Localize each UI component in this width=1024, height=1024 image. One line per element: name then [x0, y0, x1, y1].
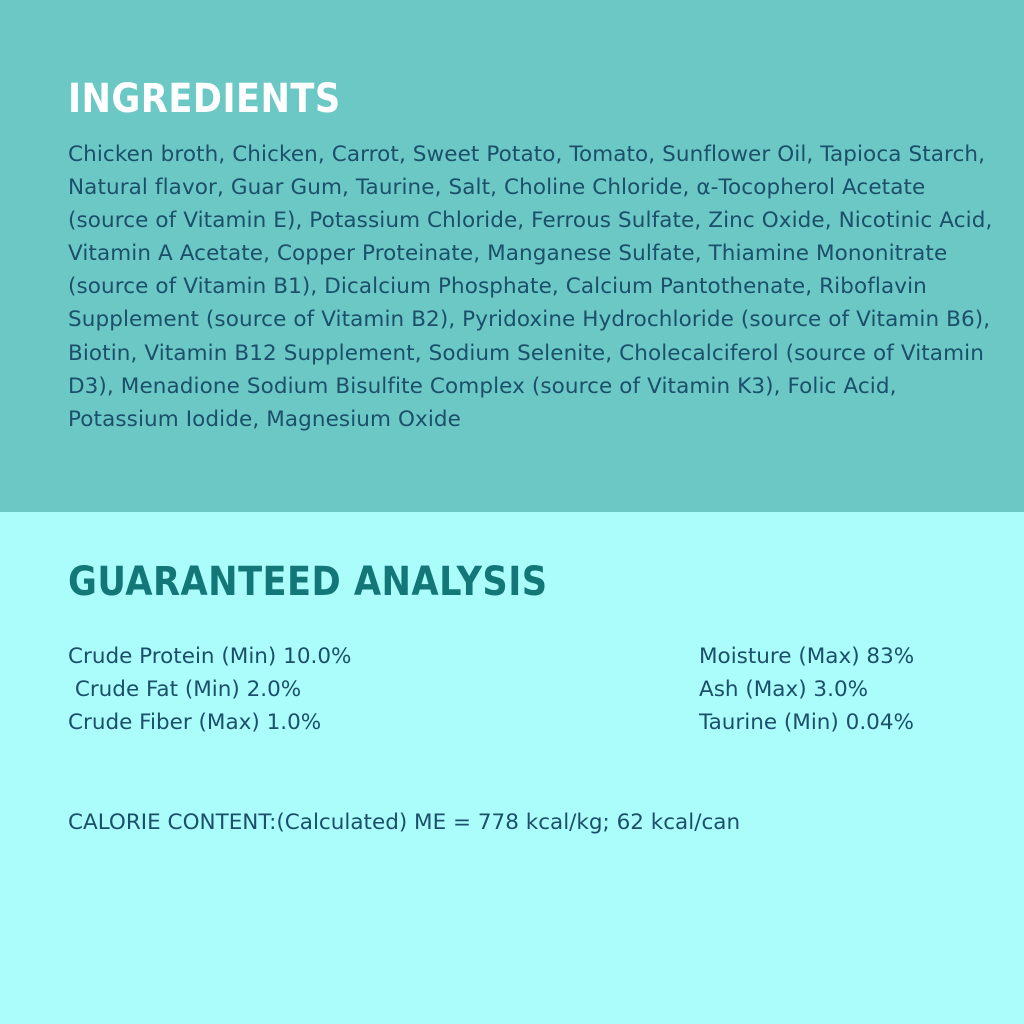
ingredients-heading: INGREDIENTS	[68, 76, 341, 122]
crude-fiber-value: Crude Fiber (Max) 1.0%	[68, 710, 322, 735]
ingredients-list: Chicken broth, Chicken, Carrot, Sweet Potato, Tomato, Sunflower Oil, Tapioca Starch, Natural flavor, Guar Gum, Taurine, Salt, Choline Chloride, α-Tocopherol Acetate (source of Vitamin E), Potassium Chloride, Ferrous Sulfate, Zinc Oxide, Nicotinic Acid, Vitamin A Acetate, Copper Proteinate, Manganese Sulfate, Thiamine Mononitrate (source of Vitamin B1), Dicalcium Phosphate, Calcium Pantothenate, Riboflavin Supplement (source of Vitamin B2), Pyridoxine Hydrochloride (source of Vitamin B6), Biotin, Vitamin B12 Supplement, Sodium Selenite, Cholecalciferol (source of Vitamin D3), Menadione Sodium Bisulfite Complex (source of Vitamin K3), Folic Acid, Potassium Iodide, Magnesium Oxide	[68, 142, 993, 432]
crude-fat-value: Crude Fat (Min) 2.0%	[68, 677, 302, 702]
calorie-content: CALORIE CONTENT:(Calculated) ME = 778 kcal/kg; 62 kcal/can	[68, 810, 741, 835]
guaranteed-analysis-heading: GUARANTEED ANALYSIS	[68, 559, 548, 605]
guaranteed-analysis-section	[0, 512, 1024, 1024]
crude-protein-value: Crude Protein (Min) 10.0%	[68, 644, 352, 669]
taurine-value: Taurine (Min) 0.04%	[699, 710, 914, 735]
ash-value: Ash (Max) 3.0%	[699, 677, 869, 702]
moisture-value: Moisture (Max) 83%	[699, 644, 915, 669]
